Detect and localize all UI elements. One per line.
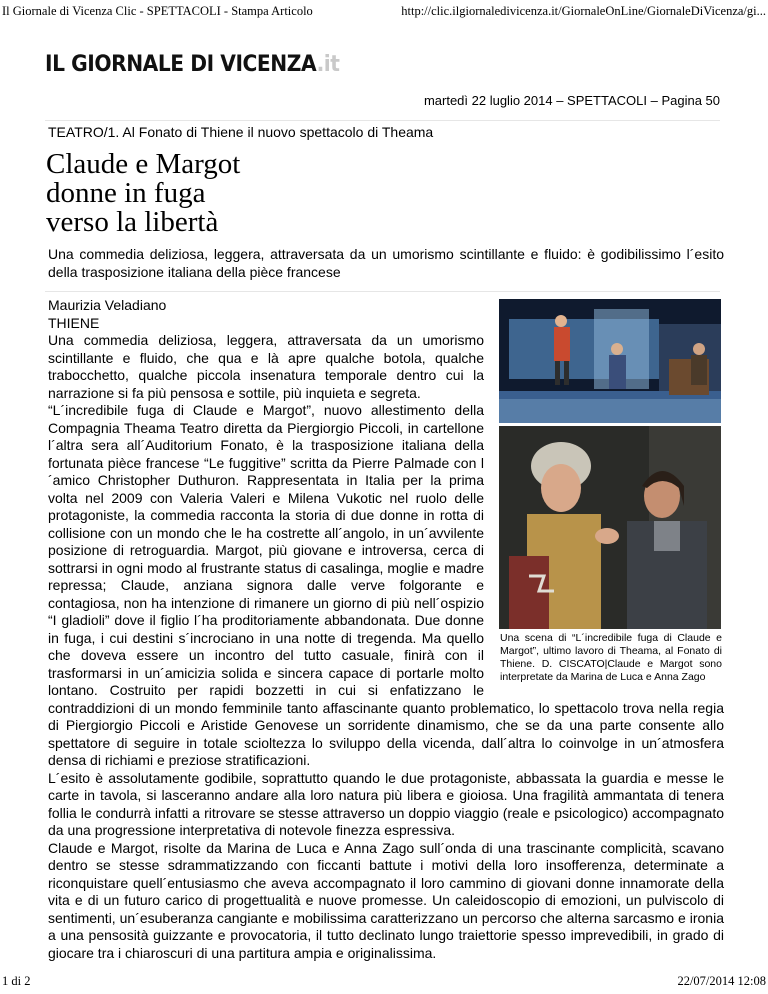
- masthead-logo: [45, 50, 340, 80]
- print-header-title: Il Giornale di Vicenza Clic - SPETTACOLI - Stampa Articolo: [2, 4, 313, 18]
- print-timestamp: 22/07/2014 12:08: [677, 974, 766, 988]
- photo-float-space: [494, 297, 724, 692]
- masthead-name: IL GIORNALE DI VICENZA: [45, 52, 317, 77]
- article-body: [48, 297, 724, 962]
- dateline: martedì 22 luglio 2014 – SPETTACOLI – Pagina 50: [423, 93, 720, 108]
- page-counter: 1 di 2: [2, 974, 31, 988]
- article-author: Maurizia Veladiano: [48, 297, 167, 313]
- headline-line: verso la libertà: [46, 206, 219, 238]
- article-kicker: TEATRO/1. Al Fonato di Thiene il nuovo spettacolo di Theama: [48, 124, 434, 140]
- divider: [45, 291, 720, 292]
- headline-line: donne in fuga: [46, 177, 206, 209]
- print-header-url: http://clic.ilgiornaledivicenza.it/GiornaleOnLine/GiornaleDiVicenza/gi...: [401, 4, 766, 18]
- article-paragraph: Una commedia deliziosa, leggera, attraversata da un umorismo scintillante e fluido, che qua e là apre qualche botola, qualche trabocchetto, qualche piccola insenatura temporale dentro cui la narrazione si fa più pensosa e sottile, più inquieta e segreta.: [48, 332, 484, 401]
- print-footer: [0, 970, 768, 992]
- article-paragraph: “L´incredibile fuga di Claude e Margot”, nuovo allestimento della Compagnia Theama Teatro diretta da Piergiorgio Piccoli, in cartellone l´altra sera all´Auditorium Fonato, è la trasposizione italiana della fortunata pièce francese “Le fuggitive” scritta da Pierre Palmade con l´amico Christopher Duthuron. Rappresentata in Italia per la prima volta nel 2009 con Valeria Valeri e Milena Vukotic nel ruolo delle protagoniste, la commedia racconta la storia di due donne in rotta di collisione con un mondo che le ha costrette all´angolo, in un´avvilente posizione di retroguardia. Margot, più giovane e introversa, cerca di sottrarsi in ogni modo al frustrante status di casalinga, moglie e madre repressa; Claude, anziana signora dalle verve folgorante e contagiosa, non ha intenzione di rimanere un giorno di più nell´ospizio “I gladioli” dove il figlio l´ha proditoriamente abbandonata. Due donne in fuga, i cui destini s´incrociano in una notte di tregenda. Ma quello che doveva essere un incontro del tutto casuale, finirà con il trasformarsi in un´amicizia solida e sincera capace di portarle molto lontano. Costruito per rapidi bozzetti in cui si enfatizzano le contraddizioni di un mondo femminile tanto affascinante quanto problematico, lo spettacolo trova nella regia di Piergiorgio Piccoli e Aristide Genovese un sorridente dinamismo, che se da una parte consente allo spettatore di seguire in totale scioltezza lo sviluppo della vicenda, dall´altra lo coinvolge in un´atmosfera densa di richiami e preziose stratificazioni.: [48, 402, 724, 768]
- article-paragraph: Claude e Margot, risolte da Marina de Luca e Anna Zago sull´onda di una trascinante complicità, scavano dentro se stesse sdrammatizzando con ficcanti battute i motivi della loro insofferenza, determinate a riconquistare quell´entusiasmo che aveva accompagnato il loro cammino di giovani donne innamorate della vita e di un futuro carico di progettualità e nuove promesse. Un caleidoscopio di emozioni, un pulviscolo di sentimenti, un´esuberanza cangiante e mobilissima caratterizzano un percorso che alterna sarcasmo e ironia a una pensosità guizzante e provocatoria, il tutto declinato lungo traiettorie spesso imprevedibili, in grado di giocare tra i chiaroscuri di una partitura ampia e originalissima.: [48, 839, 724, 961]
- photo-caption: Una scena di “L´incredibile fuga di Claude e Margot”, ultimo lavoro di Theama, al Fonato di Thiene. D. CISCATO|Claude e Margot sono interpretate da Marina de Luca e Anna Zago: [500, 632, 722, 683]
- headline-line: Claude e Margot: [46, 148, 241, 180]
- print-header: [0, 0, 768, 22]
- article-summary: Una commedia deliziosa, leggera, attraversata da un umorismo scintillante e fluido: è godibilissimo l´esito della trasposizione italiana della pièce francese: [48, 246, 724, 280]
- article-headline: [46, 150, 466, 237]
- divider: [45, 120, 720, 121]
- masthead-tld: .it: [316, 52, 340, 77]
- article-paragraph: L´esito è assolutamente godibile, soprattutto quando le due protagoniste, abbassata la guardia e messe le carte in tavola, si lasceranno andare alla loro natura più libera e gioiosa. Una fragilità ammantata di tenera follia le condurrà infatti a ritrovare se stesse attraverso un doppio viaggio (reale e psicologico) accompagnato da una progressione interpretativa di notevole finezza espressiva.: [48, 769, 724, 838]
- article-place: THIENE: [48, 314, 100, 331]
